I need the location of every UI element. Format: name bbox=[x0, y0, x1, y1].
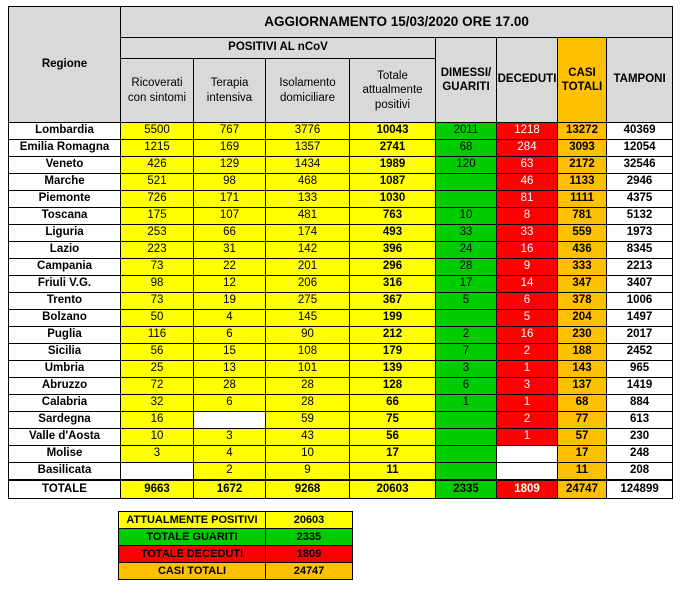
cell-totale: 1989 bbox=[350, 157, 436, 174]
region-name: Molise bbox=[9, 446, 121, 463]
region-name: Abruzzo bbox=[9, 378, 121, 395]
cell-isolamento: 28 bbox=[266, 378, 350, 395]
header-totale-positivi: Totale attualmente positivi bbox=[350, 59, 436, 123]
summary-row bbox=[119, 563, 353, 580]
cell-ricoverati: 10 bbox=[121, 429, 194, 446]
cell-tamponi: 40369 bbox=[607, 123, 673, 140]
cell-tamponi: 1006 bbox=[607, 293, 673, 310]
cell-totale: 66 bbox=[350, 395, 436, 412]
cell-casi: 204 bbox=[558, 310, 607, 327]
cell-casi: 378 bbox=[558, 293, 607, 310]
cell-dimessi bbox=[436, 174, 497, 191]
cell-totale: 316 bbox=[350, 276, 436, 293]
cell-tamponi: 2017 bbox=[607, 327, 673, 344]
cell-deceduti: 1218 bbox=[497, 123, 558, 140]
cell-deceduti: 1 bbox=[497, 395, 558, 412]
cell-tamponi: 5132 bbox=[607, 208, 673, 225]
cell-totale: 10043 bbox=[350, 123, 436, 140]
summary-label: CASI TOTALI bbox=[119, 563, 266, 580]
cell-tamponi: 3407 bbox=[607, 276, 673, 293]
cell-terapia: 12 bbox=[194, 276, 266, 293]
cell-casi: 11 bbox=[558, 463, 607, 481]
summary-value: 24747 bbox=[266, 563, 353, 580]
cell-deceduti: 284 bbox=[497, 140, 558, 157]
cell-terapia: 28 bbox=[194, 378, 266, 395]
cell-isolamento: 481 bbox=[266, 208, 350, 225]
cell-casi: 143 bbox=[558, 361, 607, 378]
table-row bbox=[9, 242, 673, 259]
cell-totale: 296 bbox=[350, 259, 436, 276]
cell-terapia: 19 bbox=[194, 293, 266, 310]
cell-dimessi: 10 bbox=[436, 208, 497, 225]
table-row bbox=[9, 259, 673, 276]
totals-row bbox=[9, 480, 673, 499]
cell-ricoverati: 32 bbox=[121, 395, 194, 412]
cell-dimessi bbox=[436, 429, 497, 446]
cell-casi: 436 bbox=[558, 242, 607, 259]
cell-dimessi: 120 bbox=[436, 157, 497, 174]
cell-ricoverati: 253 bbox=[121, 225, 194, 242]
cell-casi: 3093 bbox=[558, 140, 607, 157]
table-row bbox=[9, 174, 673, 191]
cell-ricoverati: 25 bbox=[121, 361, 194, 378]
cell-ricoverati: 521 bbox=[121, 174, 194, 191]
summary-value: 20603 bbox=[266, 512, 353, 529]
total-isolamento: 9268 bbox=[266, 480, 350, 499]
cell-terapia: 66 bbox=[194, 225, 266, 242]
cell-ricoverati: 223 bbox=[121, 242, 194, 259]
totals-label: TOTALE bbox=[9, 480, 121, 499]
cell-ricoverati: 98 bbox=[121, 276, 194, 293]
cell-ricoverati bbox=[121, 463, 194, 481]
cell-ricoverati: 16 bbox=[121, 412, 194, 429]
table-row bbox=[9, 412, 673, 429]
header-regione: Regione bbox=[9, 7, 121, 123]
cell-terapia: 6 bbox=[194, 327, 266, 344]
cell-terapia: 3 bbox=[194, 429, 266, 446]
region-name: Valle d'Aosta bbox=[9, 429, 121, 446]
cell-tamponi: 8345 bbox=[607, 242, 673, 259]
region-name: Toscana bbox=[9, 208, 121, 225]
cell-casi: 333 bbox=[558, 259, 607, 276]
summary-row bbox=[119, 512, 353, 529]
cell-tamponi: 4375 bbox=[607, 191, 673, 208]
cell-totale: 1030 bbox=[350, 191, 436, 208]
header-terapia: Terapia intensiva bbox=[194, 59, 266, 123]
cell-dimessi bbox=[436, 310, 497, 327]
region-name: Calabria bbox=[9, 395, 121, 412]
cell-dimessi: 24 bbox=[436, 242, 497, 259]
cell-deceduti: 14 bbox=[497, 276, 558, 293]
summary-label: TOTALE GUARITI bbox=[119, 529, 266, 546]
table-row bbox=[9, 310, 673, 327]
cell-isolamento: 174 bbox=[266, 225, 350, 242]
cell-terapia: 129 bbox=[194, 157, 266, 174]
summary-label: ATTUALMENTE POSITIVI bbox=[119, 512, 266, 529]
cell-ricoverati: 72 bbox=[121, 378, 194, 395]
cell-isolamento: 101 bbox=[266, 361, 350, 378]
cell-ricoverati: 5500 bbox=[121, 123, 194, 140]
cell-dimessi: 6 bbox=[436, 378, 497, 395]
region-name: Trento bbox=[9, 293, 121, 310]
summary-row bbox=[119, 546, 353, 563]
cell-casi: 188 bbox=[558, 344, 607, 361]
cell-totale: 56 bbox=[350, 429, 436, 446]
cell-terapia bbox=[194, 412, 266, 429]
cell-tamponi: 2213 bbox=[607, 259, 673, 276]
cell-totale: 367 bbox=[350, 293, 436, 310]
cell-isolamento: 468 bbox=[266, 174, 350, 191]
cell-casi: 559 bbox=[558, 225, 607, 242]
cell-isolamento: 206 bbox=[266, 276, 350, 293]
cell-tamponi: 32546 bbox=[607, 157, 673, 174]
total-casi: 24747 bbox=[558, 480, 607, 499]
cell-isolamento: 43 bbox=[266, 429, 350, 446]
cell-isolamento: 3776 bbox=[266, 123, 350, 140]
cell-casi: 1111 bbox=[558, 191, 607, 208]
cell-tamponi: 613 bbox=[607, 412, 673, 429]
cell-totale: 212 bbox=[350, 327, 436, 344]
region-name: Lazio bbox=[9, 242, 121, 259]
table-row bbox=[9, 276, 673, 293]
cell-tamponi: 12054 bbox=[607, 140, 673, 157]
header-dimessi: DIMESSI/ GUARITI bbox=[436, 38, 497, 123]
cell-terapia: 2 bbox=[194, 463, 266, 481]
cell-totale: 1087 bbox=[350, 174, 436, 191]
region-name: Bolzano bbox=[9, 310, 121, 327]
cell-isolamento: 275 bbox=[266, 293, 350, 310]
cell-isolamento: 133 bbox=[266, 191, 350, 208]
cell-ricoverati: 116 bbox=[121, 327, 194, 344]
cell-casi: 68 bbox=[558, 395, 607, 412]
cell-terapia: 169 bbox=[194, 140, 266, 157]
total-tamponi: 124899 bbox=[607, 480, 673, 499]
cell-ricoverati: 73 bbox=[121, 293, 194, 310]
cell-dimessi: 5 bbox=[436, 293, 497, 310]
table-row bbox=[9, 123, 673, 140]
cell-tamponi: 248 bbox=[607, 446, 673, 463]
region-name: Lombardia bbox=[9, 123, 121, 140]
cell-dimessi: 7 bbox=[436, 344, 497, 361]
cell-tamponi: 2452 bbox=[607, 344, 673, 361]
cell-totale: 493 bbox=[350, 225, 436, 242]
cell-totale: 179 bbox=[350, 344, 436, 361]
cell-terapia: 15 bbox=[194, 344, 266, 361]
cell-casi: 57 bbox=[558, 429, 607, 446]
cell-deceduti: 16 bbox=[497, 327, 558, 344]
region-name: Puglia bbox=[9, 327, 121, 344]
cell-terapia: 171 bbox=[194, 191, 266, 208]
cell-isolamento: 59 bbox=[266, 412, 350, 429]
region-name: Friuli V.G. bbox=[9, 276, 121, 293]
region-name: Piemonte bbox=[9, 191, 121, 208]
cell-totale: 17 bbox=[350, 446, 436, 463]
cell-tamponi: 1497 bbox=[607, 310, 673, 327]
cell-totale: 396 bbox=[350, 242, 436, 259]
cell-totale: 75 bbox=[350, 412, 436, 429]
table-row bbox=[9, 395, 673, 412]
cell-terapia: 4 bbox=[194, 446, 266, 463]
table-row bbox=[9, 446, 673, 463]
cell-deceduti: 8 bbox=[497, 208, 558, 225]
cell-tamponi: 1973 bbox=[607, 225, 673, 242]
cell-dimessi: 17 bbox=[436, 276, 497, 293]
cell-deceduti: 6 bbox=[497, 293, 558, 310]
cell-terapia: 6 bbox=[194, 395, 266, 412]
cell-tamponi: 208 bbox=[607, 463, 673, 481]
cell-isolamento: 201 bbox=[266, 259, 350, 276]
cell-ricoverati: 50 bbox=[121, 310, 194, 327]
table-row bbox=[9, 293, 673, 310]
header-ricoverati: Ricoverati con sintomi bbox=[121, 59, 194, 123]
cell-terapia: 767 bbox=[194, 123, 266, 140]
summary-value: 1809 bbox=[266, 546, 353, 563]
summary-table bbox=[118, 511, 353, 580]
region-name: Umbria bbox=[9, 361, 121, 378]
cell-ricoverati: 3 bbox=[121, 446, 194, 463]
cell-totale: 139 bbox=[350, 361, 436, 378]
cell-terapia: 98 bbox=[194, 174, 266, 191]
total-dimessi: 2335 bbox=[436, 480, 497, 499]
cell-totale: 128 bbox=[350, 378, 436, 395]
cell-terapia: 13 bbox=[194, 361, 266, 378]
cell-dimessi: 3 bbox=[436, 361, 497, 378]
cell-tamponi: 2946 bbox=[607, 174, 673, 191]
cell-casi: 230 bbox=[558, 327, 607, 344]
table-row bbox=[9, 344, 673, 361]
cell-deceduti: 1 bbox=[497, 429, 558, 446]
cell-isolamento: 90 bbox=[266, 327, 350, 344]
table-body bbox=[9, 123, 673, 499]
table-row bbox=[9, 361, 673, 378]
cell-dimessi: 2011 bbox=[436, 123, 497, 140]
cell-dimessi bbox=[436, 191, 497, 208]
cell-tamponi: 230 bbox=[607, 429, 673, 446]
table-row bbox=[9, 208, 673, 225]
cell-isolamento: 1357 bbox=[266, 140, 350, 157]
cell-casi: 347 bbox=[558, 276, 607, 293]
cell-isolamento: 28 bbox=[266, 395, 350, 412]
covid-regions-table bbox=[8, 6, 673, 499]
region-name: Liguria bbox=[9, 225, 121, 242]
table-row bbox=[9, 378, 673, 395]
total-terapia: 1672 bbox=[194, 480, 266, 499]
cell-dimessi: 68 bbox=[436, 140, 497, 157]
cell-isolamento: 9 bbox=[266, 463, 350, 481]
cell-ricoverati: 73 bbox=[121, 259, 194, 276]
cell-deceduti: 2 bbox=[497, 344, 558, 361]
cell-deceduti: 5 bbox=[497, 310, 558, 327]
cell-deceduti: 3 bbox=[497, 378, 558, 395]
cell-deceduti: 1 bbox=[497, 361, 558, 378]
cell-tamponi: 965 bbox=[607, 361, 673, 378]
cell-tamponi: 884 bbox=[607, 395, 673, 412]
total-totale: 20603 bbox=[350, 480, 436, 499]
cell-terapia: 4 bbox=[194, 310, 266, 327]
cell-ricoverati: 1215 bbox=[121, 140, 194, 157]
total-ricoverati: 9663 bbox=[121, 480, 194, 499]
header-tamponi: TAMPONI bbox=[607, 38, 673, 123]
cell-isolamento: 1434 bbox=[266, 157, 350, 174]
cell-terapia: 22 bbox=[194, 259, 266, 276]
header-isolamento: Isolamento domiciliare bbox=[266, 59, 350, 123]
cell-casi: 77 bbox=[558, 412, 607, 429]
cell-casi: 13272 bbox=[558, 123, 607, 140]
region-name: Sardegna bbox=[9, 412, 121, 429]
cell-isolamento: 108 bbox=[266, 344, 350, 361]
cell-isolamento: 10 bbox=[266, 446, 350, 463]
cell-deceduti: 2 bbox=[497, 412, 558, 429]
table-row bbox=[9, 140, 673, 157]
header-deceduti: DECEDUTI bbox=[497, 38, 558, 123]
table-row bbox=[9, 429, 673, 446]
cell-deceduti: 16 bbox=[497, 242, 558, 259]
cell-dimessi: 33 bbox=[436, 225, 497, 242]
cell-deceduti: 33 bbox=[497, 225, 558, 242]
region-name: Emilia Romagna bbox=[9, 140, 121, 157]
summary-label: TOTALE DECEDUTI bbox=[119, 546, 266, 563]
cell-dimessi bbox=[436, 463, 497, 481]
table-row bbox=[9, 191, 673, 208]
cell-casi: 781 bbox=[558, 208, 607, 225]
cell-dimessi: 1 bbox=[436, 395, 497, 412]
cell-tamponi: 1419 bbox=[607, 378, 673, 395]
cell-ricoverati: 726 bbox=[121, 191, 194, 208]
cell-casi: 17 bbox=[558, 446, 607, 463]
page-title: AGGIORNAMENTO 15/03/2020 ORE 17.00 bbox=[121, 7, 673, 38]
table-row bbox=[9, 157, 673, 174]
cell-ricoverati: 56 bbox=[121, 344, 194, 361]
cell-dimessi bbox=[436, 446, 497, 463]
region-name: Marche bbox=[9, 174, 121, 191]
cell-isolamento: 142 bbox=[266, 242, 350, 259]
cell-deceduti: 63 bbox=[497, 157, 558, 174]
cell-totale: 199 bbox=[350, 310, 436, 327]
header-casi-totali: CASI TOTALI bbox=[558, 38, 607, 123]
cell-totale: 2741 bbox=[350, 140, 436, 157]
cell-isolamento: 145 bbox=[266, 310, 350, 327]
cell-ricoverati: 426 bbox=[121, 157, 194, 174]
cell-dimessi: 28 bbox=[436, 259, 497, 276]
cell-terapia: 31 bbox=[194, 242, 266, 259]
total-deceduti: 1809 bbox=[497, 480, 558, 499]
cell-deceduti bbox=[497, 463, 558, 481]
cell-terapia: 107 bbox=[194, 208, 266, 225]
table-row bbox=[9, 225, 673, 242]
summary-row bbox=[119, 529, 353, 546]
region-name: Veneto bbox=[9, 157, 121, 174]
cell-casi: 1133 bbox=[558, 174, 607, 191]
cell-deceduti: 46 bbox=[497, 174, 558, 191]
region-name: Sicilia bbox=[9, 344, 121, 361]
cell-ricoverati: 175 bbox=[121, 208, 194, 225]
cell-dimessi: 2 bbox=[436, 327, 497, 344]
cell-deceduti bbox=[497, 446, 558, 463]
region-name: Basilicata bbox=[9, 463, 121, 481]
cell-deceduti: 81 bbox=[497, 191, 558, 208]
table-row bbox=[9, 463, 673, 481]
summary-value: 2335 bbox=[266, 529, 353, 546]
cell-casi: 137 bbox=[558, 378, 607, 395]
cell-totale: 11 bbox=[350, 463, 436, 481]
region-name: Campania bbox=[9, 259, 121, 276]
cell-casi: 2172 bbox=[558, 157, 607, 174]
cell-deceduti: 9 bbox=[497, 259, 558, 276]
header-positivi-group: POSITIVI AL nCoV bbox=[121, 38, 436, 59]
table-row bbox=[9, 327, 673, 344]
cell-totale: 763 bbox=[350, 208, 436, 225]
cell-dimessi bbox=[436, 412, 497, 429]
